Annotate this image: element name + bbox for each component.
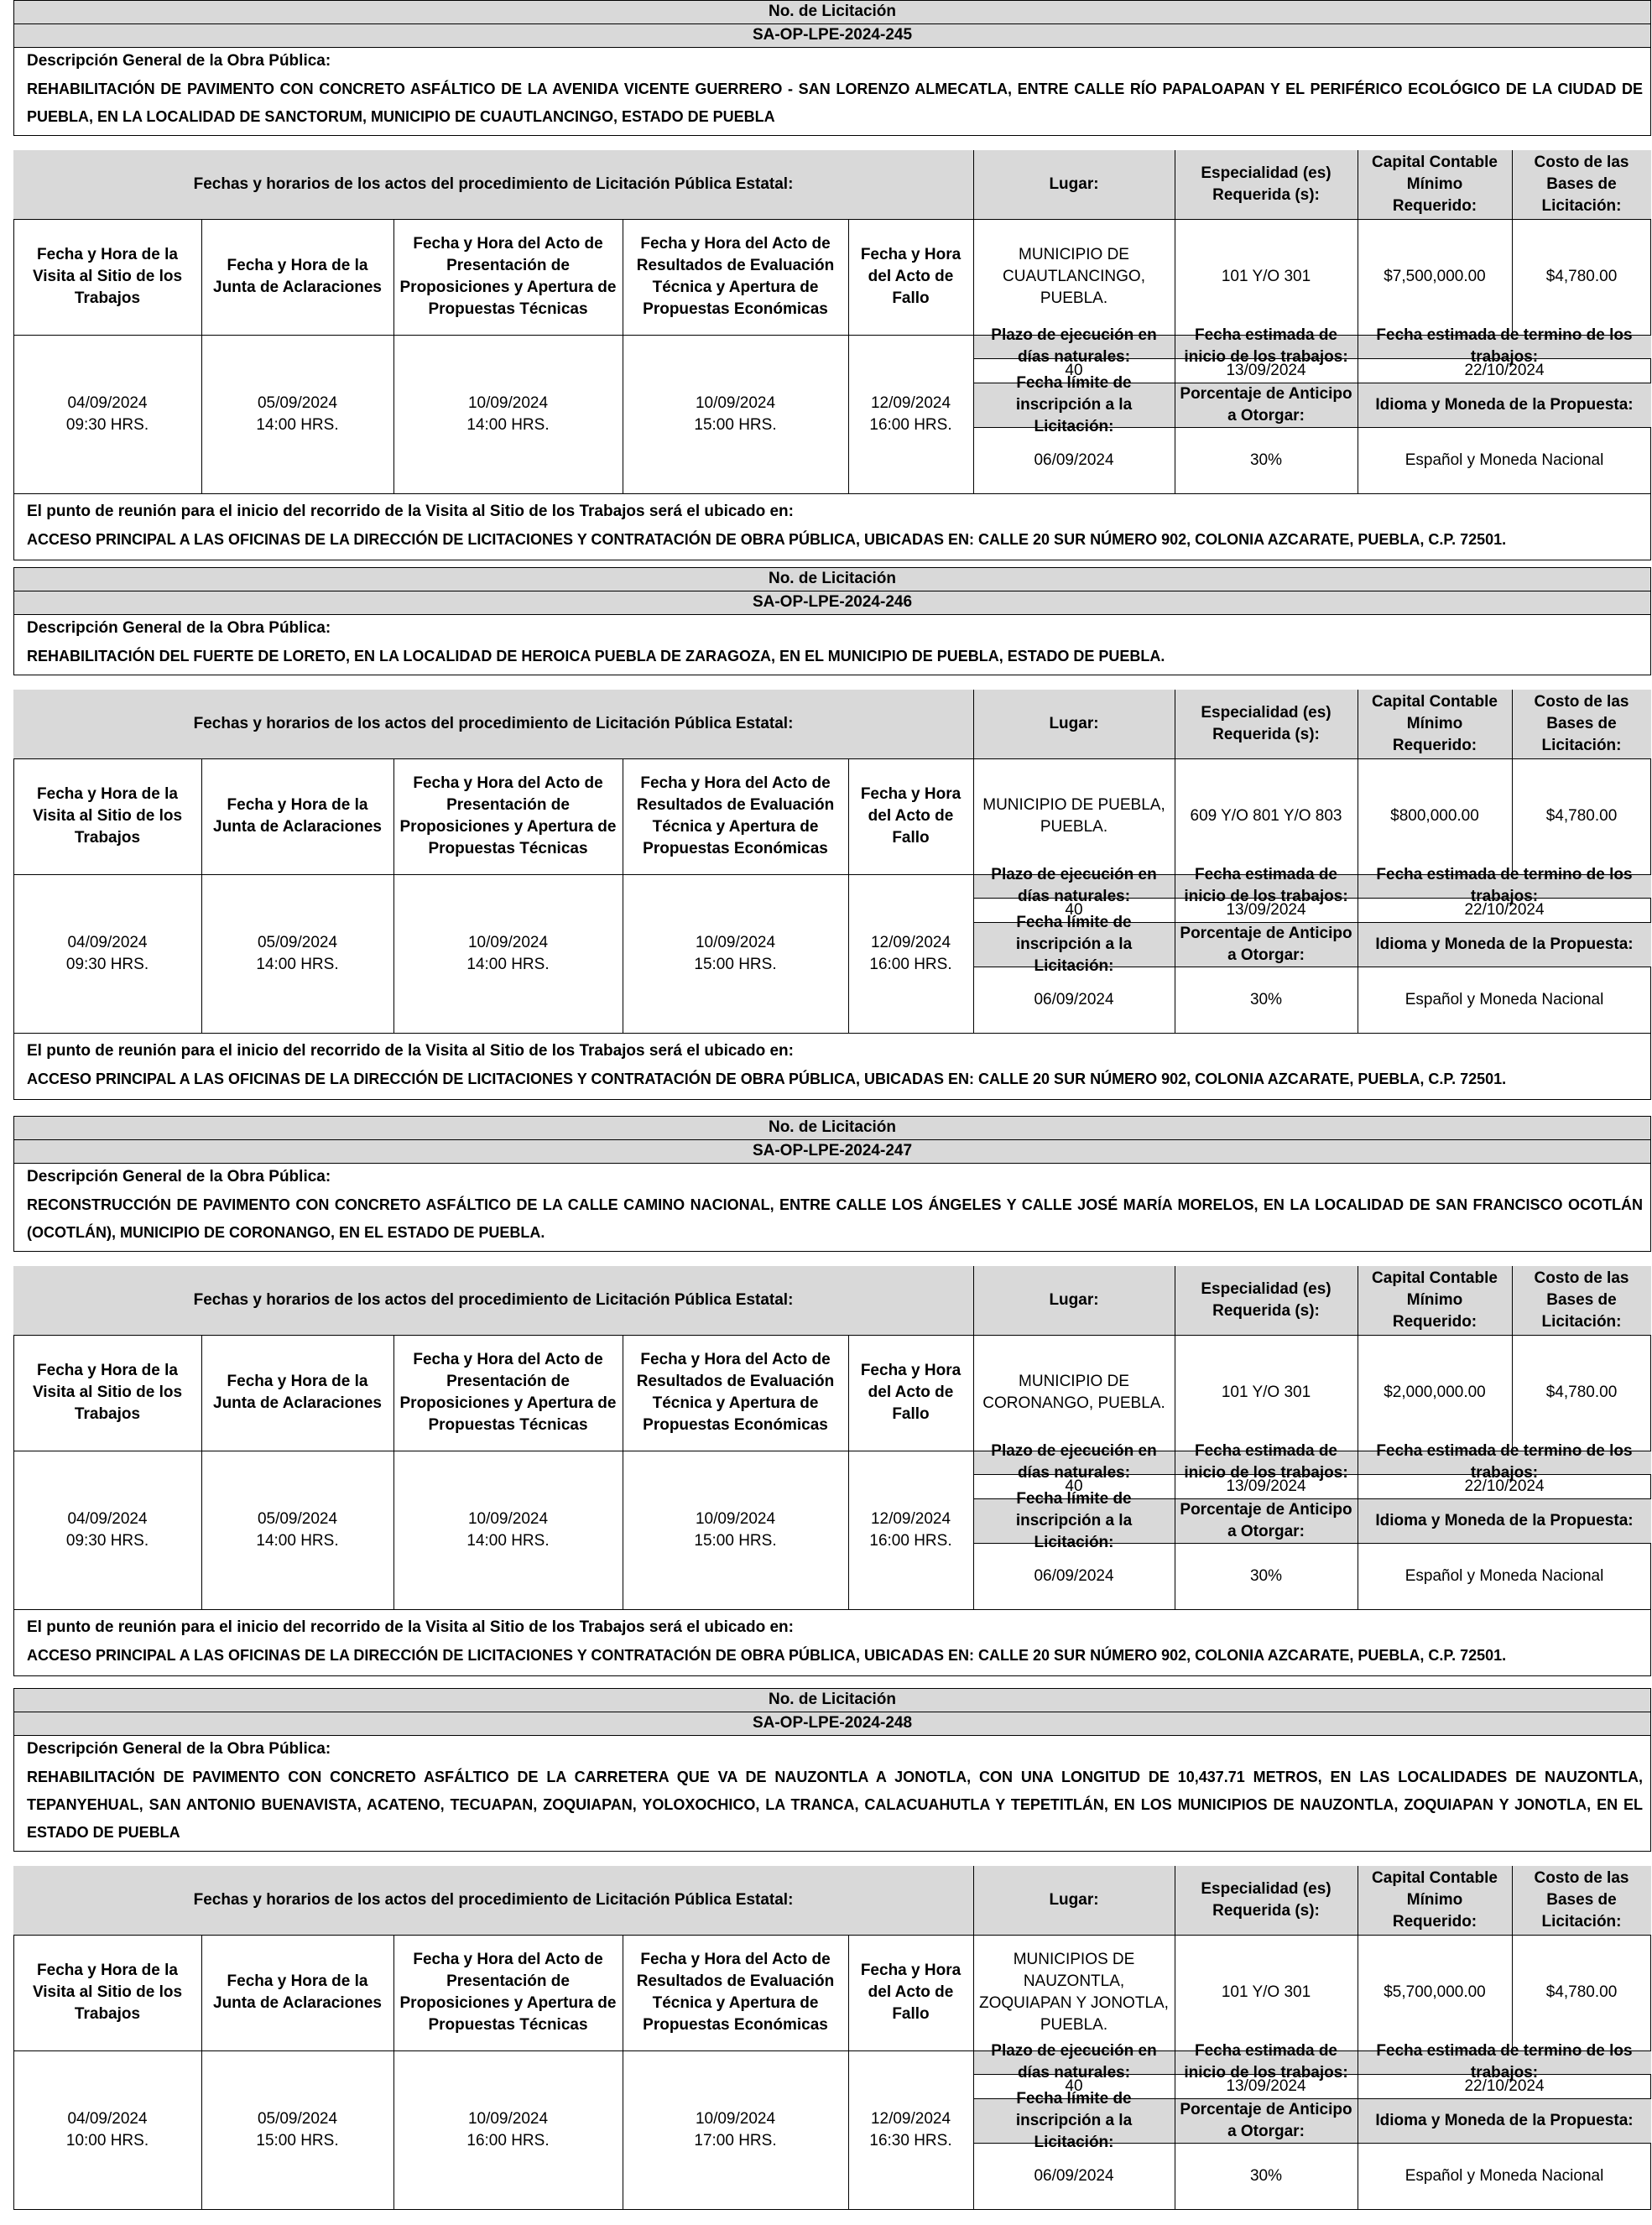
lugar-value-text: MUNICIPIO DE PUEBLA, PUEBLA.: [982, 796, 1165, 836]
especialidad-value-text: 101 Y/O 301: [1221, 1383, 1311, 1401]
presentacion-column-title: [393, 1335, 623, 1451]
fecha-inicio-label: [1175, 326, 1358, 366]
resultados-value-time: 17:00 HRS.: [694, 2132, 777, 2149]
fecha-limite-value-text: 06/09/2024: [1034, 991, 1114, 1008]
fecha-termino-value: [1358, 358, 1651, 383]
costo-header-text: Costo de las Bases de Licitación:: [1534, 693, 1629, 754]
fecha-limite-value-text: 06/09/2024: [1034, 1567, 1114, 1585]
punto-reunion-value: ACCESO PRINCIPAL A LAS OFICINAS DE LA DIRECCIÓN DE LICITACIONES Y CONTRATACIÓN DE OBRA PÚBLICA, UBICADAS EN: CALLE 20 SUR NÚMERO 902, COLONIA AZCARATE, PUEBLA, C.P. 72501.: [27, 1071, 1507, 1087]
presentacion-column-title: [393, 1935, 623, 2050]
visita-column-title-text: Fecha y Hora de la Visita al Sitio de los Trabajos: [32, 246, 183, 307]
resultados-column-title-text: Fecha y Hora del Acto de Resultados de Evaluación Técnica y Apertura de Propuestas Económicas: [636, 235, 835, 318]
presentacion-column-title-text: Fecha y Hora del Acto de Presentación de Proposiciones y Apertura de Propuestas Técnicas: [399, 774, 617, 857]
fecha-limite-label: [973, 2089, 1175, 2151]
licitacion-number-text: SA-OP-LPE-2024-245: [752, 26, 913, 44]
visita-value-time: 09:30 HRS.: [65, 416, 149, 434]
junta-column-title-text: Fecha y Hora de la Junta de Aclaraciones: [213, 1373, 382, 1412]
fecha-limite-label-text: Fecha límite de inscripción a la Licitación:: [1015, 913, 1133, 975]
licitacion-number-text: SA-OP-LPE-2024-246: [752, 593, 913, 611]
no-licitacion-header-text: No. de Licitación: [768, 1691, 897, 1708]
lugar-value: [973, 758, 1175, 874]
licitacion-block: [13, 1116, 1651, 1664]
fecha-limite-value-text: 06/09/2024: [1034, 451, 1114, 469]
lugar-header: [973, 1266, 1175, 1335]
capital-value-text: $800,000.00: [1390, 807, 1479, 825]
costo-header-text: Costo de las Bases de Licitación:: [1534, 154, 1629, 215]
fallo-column-title-text: Fecha y Hora del Acto de Fallo: [860, 1962, 961, 2023]
junta-value: [201, 335, 393, 494]
plazo-label: [973, 2042, 1175, 2082]
fallo-column-title-text: Fecha y Hora del Acto de Fallo: [860, 785, 961, 847]
capital-header: [1358, 690, 1512, 758]
junta-column-title: [201, 1935, 393, 2050]
fallo-value: [848, 1451, 973, 1610]
especialidad-header: [1175, 690, 1358, 758]
especialidad-value-text: 101 Y/O 301: [1221, 1983, 1311, 2001]
fecha-termino-value: [1358, 898, 1651, 922]
fecha-limite-value: [973, 427, 1175, 494]
lugar-header-text: Lugar:: [1049, 1891, 1099, 1909]
costo-header: [1512, 150, 1651, 219]
especialidad-header: [1175, 1866, 1358, 1935]
fallo-value-time: 16:00 HRS.: [869, 416, 952, 434]
costo-value-text: $4,780.00: [1545, 807, 1618, 825]
fecha-limite-label-text: Fecha límite de inscripción a la Licitación:: [1015, 1489, 1133, 1551]
presentacion-column-title: [393, 219, 623, 335]
costo-value-text: $4,780.00: [1545, 1383, 1618, 1401]
fallo-value-time: 16:00 HRS.: [869, 1532, 952, 1550]
fallo-value: [848, 2050, 973, 2210]
fecha-limite-label: [973, 913, 1175, 975]
lugar-value-text: MUNICIPIO DE CUAUTLANCINGO, PUEBLA.: [1003, 246, 1145, 307]
costo-value: [1512, 1335, 1651, 1451]
fecha-inicio-value-text: 13/09/2024: [1226, 361, 1306, 379]
fechas-header-text: Fechas y horarios de los actos del procedimiento de Licitación Pública Estatal:: [193, 1891, 794, 1909]
junta-column-title-text: Fecha y Hora de la Junta de Aclaraciones: [213, 796, 382, 836]
punto-reunion-value: ACCESO PRINCIPAL A LAS OFICINAS DE LA DIRECCIÓN DE LICITACIONES Y CONTRATACIÓN DE OBRA PÚBLICA, UBICADAS EN: CALLE 20 SUR NÚMERO 902, COLONIA AZCARATE, PUEBLA, C.P. 72501.: [27, 1647, 1507, 1664]
junta-value-time: 14:00 HRS.: [256, 416, 339, 434]
capital-header: [1358, 1866, 1512, 1935]
costo-header: [1512, 1866, 1651, 1935]
presentacion-value-time: 14:00 HRS.: [466, 956, 550, 973]
fecha-limite-value: [973, 967, 1175, 1034]
costo-value-text: $4,780.00: [1545, 1983, 1618, 2001]
lugar-header-text: Lugar:: [1049, 715, 1099, 732]
presentacion-value-time: 16:00 HRS.: [466, 2132, 550, 2149]
resultados-value-time: 15:00 HRS.: [694, 956, 777, 973]
junta-value-date: 05/09/2024: [257, 1510, 338, 1528]
junta-value: [201, 874, 393, 1034]
fecha-limite-value: [973, 1543, 1175, 1610]
idioma-label: [1358, 2098, 1651, 2143]
resultados-value: [623, 1451, 848, 1610]
idioma-label-text: Idioma y Moneda de la Propuesta:: [1375, 1511, 1634, 1529]
fallo-column-title: [848, 219, 973, 335]
visita-value: [13, 1451, 201, 1610]
fecha-inicio-label-text: Fecha estimada de inicio de los trabajos:: [1184, 326, 1348, 366]
idioma-value: [1358, 2143, 1651, 2210]
resultados-column-title-text: Fecha y Hora del Acto de Resultados de Evaluación Técnica y Apertura de Propuestas Económicas: [636, 1351, 835, 1434]
especialidad-value: [1175, 1935, 1358, 2050]
anticipo-label-text: Porcentaje de Anticipo a Otorgar:: [1180, 924, 1352, 964]
resultados-value: [623, 874, 848, 1034]
anticipo-value-text: 30%: [1249, 2167, 1283, 2185]
plazo-label-text: Plazo de ejecución en días naturales:: [991, 866, 1157, 905]
lugar-value: [973, 1335, 1175, 1451]
fecha-limite-value-text: 06/09/2024: [1034, 2167, 1114, 2185]
fallo-column-title-text: Fecha y Hora del Acto de Fallo: [860, 246, 961, 307]
lugar-header: [973, 150, 1175, 219]
fallo-value: [848, 874, 973, 1034]
idioma-label-text: Idioma y Moneda de la Propuesta:: [1375, 2111, 1634, 2129]
visita-value-date: 04/09/2024: [67, 394, 148, 412]
punto-reunion-label: El punto de reunión para el inicio del recorrido de la Visita al Sitio de los Trabajos será el ubicado en:: [27, 1042, 794, 1060]
presentacion-value: [393, 335, 623, 494]
junta-column-title: [201, 1335, 393, 1451]
especialidad-header-text: Especialidad (es) Requerida (s):: [1201, 1280, 1332, 1320]
fecha-termino-label: [1358, 2042, 1651, 2082]
fechas-header-text: Fechas y horarios de los actos del procedimiento de Licitación Pública Estatal:: [193, 715, 794, 732]
resultados-column-title: [623, 219, 848, 335]
descripcion-text: REHABILITACIÓN DE PAVIMENTO CON CONCRETO ASFÁLTICO DE LA AVENIDA VICENTE GUERRERO - SAN LORENZO ALMECATLA, ENTRE CALLE RÍO PAPALOAPAN Y EL PERIFÉRICO ECOLÓGICO DE LA CIUDAD DE PUEBLA, EN LA LOCALIDAD DE SANCTORUM, MUNICIPIO DE CUAUTLANCINGO, ESTADO DE PUEBLA: [27, 81, 1643, 125]
costo-value: [1512, 758, 1651, 874]
costo-header-text: Costo de las Bases de Licitación:: [1534, 1269, 1629, 1331]
visita-value-date: 04/09/2024: [67, 2110, 148, 2128]
visita-value-date: 04/09/2024: [67, 934, 148, 951]
fechas-header: [13, 1266, 973, 1335]
anticipo-value-text: 30%: [1249, 1567, 1283, 1585]
fecha-inicio-label: [1175, 1442, 1358, 1482]
fecha-inicio-value-text: 13/09/2024: [1226, 900, 1306, 919]
fecha-inicio-value: [1175, 358, 1358, 383]
fecha-limite-label-text: Fecha límite de inscripción a la Licitación:: [1015, 2089, 1133, 2151]
visita-column-title-text: Fecha y Hora de la Visita al Sitio de los Trabajos: [32, 1962, 183, 2023]
idioma-label: [1358, 1498, 1651, 1543]
junta-value-time: 14:00 HRS.: [256, 1532, 339, 1550]
presentacion-column-title-text: Fecha y Hora del Acto de Presentación de Proposiciones y Apertura de Propuestas Técnicas: [399, 1351, 617, 1434]
visita-column-title-text: Fecha y Hora de la Visita al Sitio de los Trabajos: [32, 1362, 183, 1423]
no-licitacion-header-text: No. de Licitación: [768, 3, 897, 20]
resultados-value: [623, 335, 848, 494]
presentacion-value: [393, 874, 623, 1034]
lugar-value-text: MUNICIPIOS DE NAUZONTLA, ZOQUIAPAN Y JONOTLA, PUEBLA.: [979, 1951, 1169, 2034]
fecha-inicio-value: [1175, 1474, 1358, 1498]
fallo-value-date: 12/09/2024: [870, 1510, 951, 1528]
presentacion-column-title-text: Fecha y Hora del Acto de Presentación de Proposiciones y Apertura de Propuestas Técnicas: [399, 235, 617, 318]
junta-value: [201, 2050, 393, 2210]
fechas-header: [13, 690, 973, 758]
capital-header: [1358, 1266, 1512, 1335]
idioma-value: [1358, 1543, 1651, 1610]
fecha-termino-value-text: 22/10/2024: [1464, 900, 1545, 919]
costo-header: [1512, 1266, 1651, 1335]
especialidad-header-text: Especialidad (es) Requerida (s):: [1201, 1880, 1332, 1920]
anticipo-label: [1175, 922, 1358, 967]
presentacion-value-time: 14:00 HRS.: [466, 1532, 550, 1550]
presentacion-value: [393, 2050, 623, 2210]
junta-value: [201, 1451, 393, 1610]
costo-value: [1512, 1935, 1651, 2050]
costo-value-text: $4,780.00: [1545, 268, 1618, 285]
fecha-limite-value: [973, 2143, 1175, 2210]
fecha-termino-value-text: 22/10/2024: [1464, 2076, 1545, 2095]
especialidad-header: [1175, 150, 1358, 219]
fecha-inicio-label-text: Fecha estimada de inicio de los trabajos:: [1184, 866, 1348, 905]
presentacion-value-date: 10/09/2024: [467, 2110, 549, 2128]
licitacion-block: [13, 1688, 1651, 2225]
fecha-inicio-value: [1175, 898, 1358, 922]
anticipo-value: [1175, 967, 1358, 1034]
resultados-column-title: [623, 1335, 848, 1451]
fecha-termino-value: [1358, 1474, 1651, 1498]
descripcion-label: Descripción General de la Obra Pública:: [27, 1740, 331, 1758]
licitacion-number-text: SA-OP-LPE-2024-248: [752, 1714, 913, 1732]
capital-value-text: $5,700,000.00: [1384, 1983, 1486, 2001]
especialidad-header-text: Especialidad (es) Requerida (s):: [1201, 704, 1332, 743]
punto-reunion-label: El punto de reunión para el inicio del recorrido de la Visita al Sitio de los Trabajos será el ubicado en:: [27, 1618, 794, 1636]
descripcion-text: RECONSTRUCCIÓN DE PAVIMENTO CON CONCRETO ASFÁLTICO DE LA CALLE CAMINO NACIONAL, ENTRE CALLE LOS ÁNGELES Y CALLE JOSÉ MARÍA MORELOS, EN LA LOCALIDAD DE SAN FRANCISCO OCOTLÁN (OCOTLÁN), MUNICIPIO DE CORONANGO, EN EL ESTADO DE PUEBLA.: [27, 1196, 1643, 1241]
fallo-value-time: 16:00 HRS.: [869, 956, 952, 973]
licitacion-number-text: SA-OP-LPE-2024-247: [752, 1142, 913, 1159]
capital-header: [1358, 150, 1512, 219]
lugar-header: [973, 690, 1175, 758]
descripcion-label: Descripción General de la Obra Pública:: [27, 619, 331, 637]
plazo-value-text: 40: [1065, 900, 1083, 919]
junta-value-date: 05/09/2024: [257, 2110, 338, 2128]
visita-column-title: [13, 1935, 201, 2050]
capital-value: [1358, 758, 1512, 874]
idioma-value: [1358, 427, 1651, 494]
presentacion-value-date: 10/09/2024: [467, 1510, 549, 1528]
especialidad-value-text: 101 Y/O 301: [1221, 268, 1311, 285]
resultados-column-title-text: Fecha y Hora del Acto de Resultados de Evaluación Técnica y Apertura de Propuestas Económicas: [636, 1951, 835, 2034]
plazo-label-text: Plazo de ejecución en días naturales:: [991, 326, 1157, 366]
no-licitacion-header-text: No. de Licitación: [768, 1118, 897, 1136]
fecha-termino-label-text: Fecha estimada de termino de los trabajos:: [1376, 866, 1633, 905]
resultados-value-date: 10/09/2024: [695, 934, 776, 951]
visita-value-time: 09:30 HRS.: [65, 956, 149, 973]
idioma-label: [1358, 922, 1651, 967]
fecha-termino-label-text: Fecha estimada de termino de los trabajos:: [1376, 2042, 1633, 2082]
idioma-value-text: Español y Moneda Nacional: [1404, 2167, 1604, 2185]
capital-header-text: Capital Contable Mínimo Requerido:: [1372, 154, 1498, 215]
fecha-inicio-label-text: Fecha estimada de inicio de los trabajos:: [1184, 2042, 1348, 2082]
visita-value-date: 04/09/2024: [67, 1510, 148, 1528]
lugar-header-text: Lugar:: [1049, 1291, 1099, 1309]
fechas-header-text: Fechas y horarios de los actos del procedimiento de Licitación Pública Estatal:: [193, 175, 794, 193]
junta-column-title-text: Fecha y Hora de la Junta de Aclaraciones: [213, 257, 382, 296]
idioma-label-text: Idioma y Moneda de la Propuesta:: [1375, 395, 1634, 414]
punto-reunion-label: El punto de reunión para el inicio del recorrido de la Visita al Sitio de los Trabajos será el ubicado en:: [27, 503, 794, 520]
costo-value: [1512, 219, 1651, 335]
lugar-value: [973, 219, 1175, 335]
fallo-column-title: [848, 758, 973, 874]
descripcion-text: REHABILITACIÓN DEL FUERTE DE LORETO, EN LA LOCALIDAD DE HEROICA PUEBLA DE ZARAGOZA, EN EL MUNICIPIO DE PUEBLA, ESTADO DE PUEBLA.: [27, 648, 1165, 664]
visita-column-title: [13, 219, 201, 335]
visita-value-time: 10:00 HRS.: [65, 2132, 149, 2149]
presentacion-value-time: 14:00 HRS.: [466, 416, 550, 434]
presentacion-value-date: 10/09/2024: [467, 394, 549, 412]
junta-value-date: 05/09/2024: [257, 934, 338, 951]
idioma-value-text: Español y Moneda Nacional: [1404, 451, 1604, 469]
resultados-column-title: [623, 758, 848, 874]
fechas-header: [13, 1866, 973, 1935]
fallo-value: [848, 335, 973, 494]
fecha-inicio-label: [1175, 2042, 1358, 2082]
fecha-termino-value: [1358, 2074, 1651, 2098]
presentacion-value-date: 10/09/2024: [467, 934, 549, 951]
fallo-column-title: [848, 1335, 973, 1451]
junta-value-time: 15:00 HRS.: [256, 2132, 339, 2149]
anticipo-label-text: Porcentaje de Anticipo a Otorgar:: [1180, 2100, 1352, 2140]
capital-value-text: $2,000,000.00: [1384, 1383, 1486, 1401]
resultados-value-date: 10/09/2024: [695, 1510, 776, 1528]
fecha-termino-value-text: 22/10/2024: [1464, 361, 1545, 379]
visita-value: [13, 874, 201, 1034]
idioma-label: [1358, 383, 1651, 427]
lugar-header: [973, 1866, 1175, 1935]
capital-header-text: Capital Contable Mínimo Requerido:: [1372, 693, 1498, 754]
fecha-termino-label: [1358, 866, 1651, 905]
fecha-limite-label: [973, 373, 1175, 435]
resultados-value: [623, 2050, 848, 2210]
anticipo-label-text: Porcentaje de Anticipo a Otorgar:: [1180, 384, 1352, 425]
resultados-value-time: 15:00 HRS.: [694, 1532, 777, 1550]
descripcion-label: Descripción General de la Obra Pública:: [27, 1168, 331, 1185]
descripcion-text: REHABILITACIÓN DE PAVIMENTO CON CONCRETO ASFÁLTICO DE LA CARRETERA QUE VA DE NAUZONTLA A JONOTLA, CON UNA LONGITUD DE 10,437.71 METROS, EN LAS LOCALIDADES DE NAUZONTLA, TEPANYEHUAL, SAN ANTONIO BUENAVISTA, ACATENO, TECUAPAN, ZOQUIAPAN, YOLOXOCHICO, LA TRANCA, CALACUAHUTLA Y TEPETITLÁN, EN LOS MUNICIPIOS DE NAUZONTLA, ZOQUIAPAN Y JONOTLA, EN EL ESTADO DE PUEBLA: [27, 1769, 1643, 1841]
plazo-label: [973, 866, 1175, 905]
capital-value: [1358, 219, 1512, 335]
idioma-value-text: Español y Moneda Nacional: [1404, 991, 1604, 1008]
plazo-value-text: 40: [1065, 1477, 1083, 1495]
idioma-label-text: Idioma y Moneda de la Propuesta:: [1375, 935, 1634, 953]
especialidad-value: [1175, 219, 1358, 335]
anticipo-value-text: 30%: [1249, 991, 1283, 1008]
fechas-header-text: Fechas y horarios de los actos del procedimiento de Licitación Pública Estatal:: [193, 1291, 794, 1309]
fecha-inicio-value-text: 13/09/2024: [1226, 2076, 1306, 2095]
especialidad-value-text: 609 Y/O 801 Y/O 803: [1190, 807, 1342, 825]
visita-value: [13, 2050, 201, 2210]
fecha-termino-label-text: Fecha estimada de termino de los trabajos:: [1376, 326, 1633, 366]
fallo-value-time: 16:30 HRS.: [869, 2132, 952, 2149]
fecha-inicio-label: [1175, 866, 1358, 905]
fechas-header: [13, 150, 973, 219]
anticipo-value-text: 30%: [1249, 451, 1283, 469]
no-licitacion-header-text: No. de Licitación: [768, 570, 897, 587]
fecha-inicio-value-text: 13/09/2024: [1226, 1477, 1306, 1495]
visita-column-title-text: Fecha y Hora de la Visita al Sitio de los Trabajos: [32, 785, 183, 847]
anticipo-label: [1175, 1498, 1358, 1543]
lugar-header-text: Lugar:: [1049, 175, 1099, 193]
fallo-value-date: 12/09/2024: [870, 934, 951, 951]
plazo-value-text: 40: [1065, 2076, 1083, 2095]
junta-value-date: 05/09/2024: [257, 394, 338, 412]
plazo-label: [973, 326, 1175, 366]
lugar-value-text: MUNICIPIO DE CORONANGO, PUEBLA.: [982, 1373, 1165, 1412]
capital-header-text: Capital Contable Mínimo Requerido:: [1372, 1869, 1498, 1931]
visita-column-title: [13, 1335, 201, 1451]
resultados-value-date: 10/09/2024: [695, 394, 776, 412]
especialidad-value: [1175, 758, 1358, 874]
idioma-value-text: Español y Moneda Nacional: [1404, 1567, 1604, 1585]
plazo-label-text: Plazo de ejecución en días naturales:: [991, 2042, 1157, 2082]
resultados-value-date: 10/09/2024: [695, 2110, 776, 2128]
resultados-column-title-text: Fecha y Hora del Acto de Resultados de Evaluación Técnica y Apertura de Propuestas Económicas: [636, 774, 835, 857]
fallo-column-title: [848, 1935, 973, 2050]
plazo-label-text: Plazo de ejecución en días naturales:: [991, 1442, 1157, 1482]
junta-column-title-text: Fecha y Hora de la Junta de Aclaraciones: [213, 1972, 382, 2012]
punto-reunion-value: ACCESO PRINCIPAL A LAS OFICINAS DE LA DIRECCIÓN DE LICITACIONES Y CONTRATACIÓN DE OBRA PÚBLICA, UBICADAS EN: CALLE 20 SUR NÚMERO 902, COLONIA AZCARATE, PUEBLA, C.P. 72501.: [27, 531, 1507, 548]
capital-value: [1358, 1935, 1512, 2050]
visita-value-time: 09:30 HRS.: [65, 1532, 149, 1550]
capital-value: [1358, 1335, 1512, 1451]
licitacion-block: [13, 567, 1651, 1104]
fecha-termino-value-text: 22/10/2024: [1464, 1477, 1545, 1495]
fecha-inicio-label-text: Fecha estimada de inicio de los trabajos:: [1184, 1442, 1348, 1482]
fecha-termino-label-text: Fecha estimada de termino de los trabajos:: [1376, 1442, 1633, 1482]
plazo-label: [973, 1442, 1175, 1482]
especialidad-value: [1175, 1335, 1358, 1451]
plazo-value-text: 40: [1065, 361, 1083, 379]
junta-column-title: [201, 219, 393, 335]
anticipo-value: [1175, 1543, 1358, 1610]
fecha-inicio-value: [1175, 2074, 1358, 2098]
licitacion-block: [13, 0, 1651, 548]
fallo-column-title-text: Fecha y Hora del Acto de Fallo: [860, 1362, 961, 1423]
fallo-value-date: 12/09/2024: [870, 2110, 951, 2128]
anticipo-label: [1175, 2098, 1358, 2143]
fecha-limite-label-text: Fecha límite de inscripción a la Licitación:: [1015, 373, 1133, 435]
fallo-value-date: 12/09/2024: [870, 394, 951, 412]
resultados-value-time: 15:00 HRS.: [694, 416, 777, 434]
idioma-value: [1358, 967, 1651, 1034]
costo-header: [1512, 690, 1651, 758]
costo-header-text: Costo de las Bases de Licitación:: [1534, 1869, 1629, 1931]
fecha-limite-label: [973, 1489, 1175, 1551]
resultados-column-title: [623, 1935, 848, 2050]
junta-value-time: 14:00 HRS.: [256, 956, 339, 973]
fecha-termino-label: [1358, 1442, 1651, 1482]
visita-value: [13, 335, 201, 494]
anticipo-label: [1175, 383, 1358, 427]
anticipo-value: [1175, 2143, 1358, 2210]
lugar-value: [973, 1935, 1175, 2050]
fecha-termino-label: [1358, 326, 1651, 366]
especialidad-header: [1175, 1266, 1358, 1335]
descripcion-label: Descripción General de la Obra Pública:: [27, 52, 331, 70]
especialidad-header-text: Especialidad (es) Requerida (s):: [1201, 164, 1332, 204]
visita-column-title: [13, 758, 201, 874]
capital-value-text: $7,500,000.00: [1384, 268, 1486, 285]
capital-header-text: Capital Contable Mínimo Requerido:: [1372, 1269, 1498, 1331]
presentacion-value: [393, 1451, 623, 1610]
anticipo-value: [1175, 427, 1358, 494]
junta-column-title: [201, 758, 393, 874]
presentacion-column-title-text: Fecha y Hora del Acto de Presentación de Proposiciones y Apertura de Propuestas Técnicas: [399, 1951, 617, 2034]
anticipo-label-text: Porcentaje de Anticipo a Otorgar:: [1180, 1500, 1352, 1540]
presentacion-column-title: [393, 758, 623, 874]
